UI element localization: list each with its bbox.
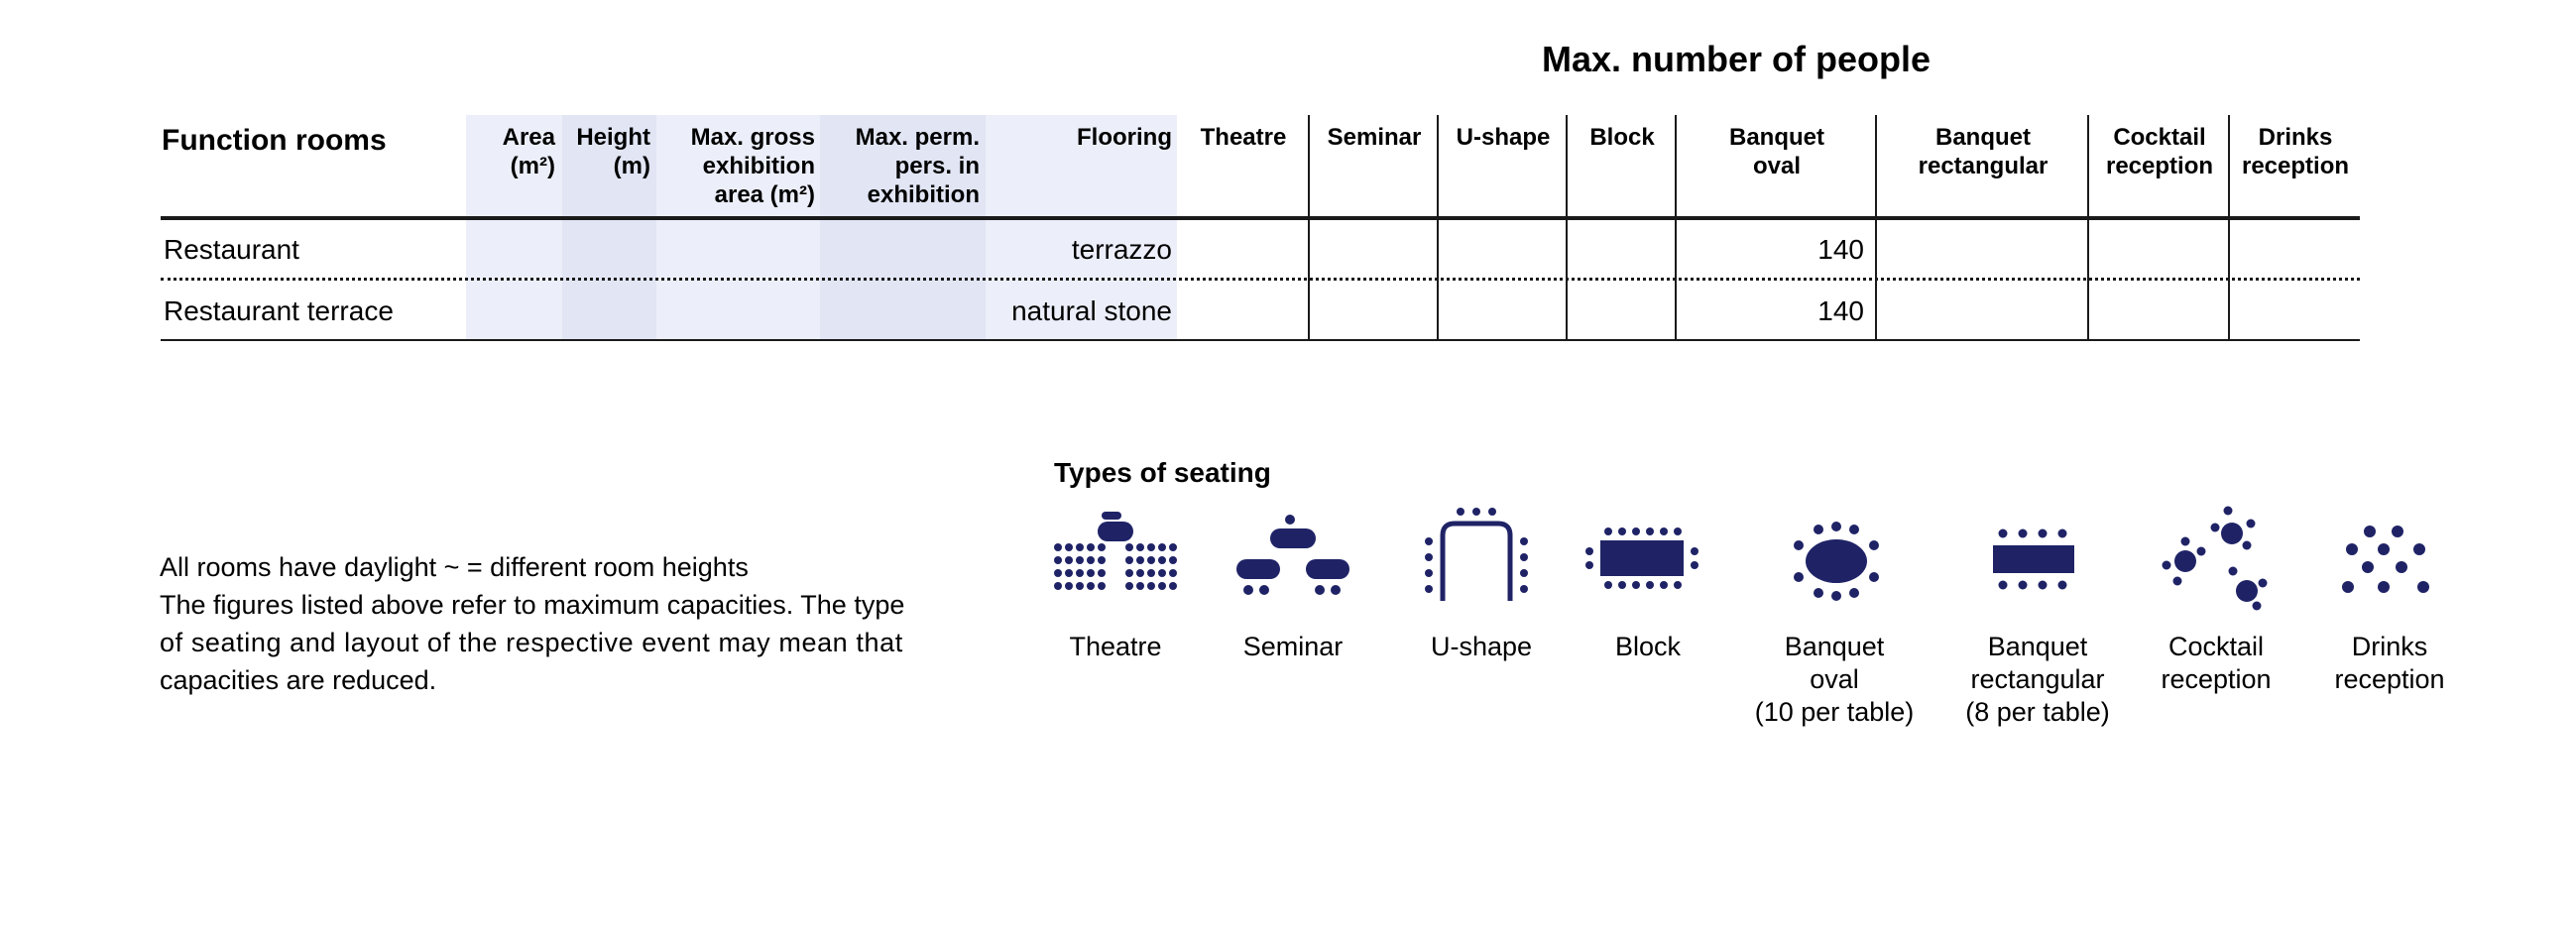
grid-line [1875, 115, 1877, 341]
block-label: Block [1614, 632, 1682, 661]
note-line: The figures listed above refer to maximum capacities. The type [160, 590, 905, 620]
max-perm-header: Max. perm. pers. in exhibition [855, 124, 980, 208]
ushape-header: U-shape [1456, 124, 1551, 151]
drinks-reception-icon [2340, 524, 2435, 597]
height-header: Height (m) [576, 124, 650, 179]
banquet-oval-label: Banquet oval (10 per table) [1754, 632, 1915, 727]
banquet-rect-seating-icon [1991, 527, 2076, 591]
table-row-flooring: natural stone [1011, 295, 1172, 326]
row-divider [161, 278, 2360, 281]
function-rooms-header: Function rooms [162, 124, 387, 157]
grid-line [2087, 115, 2089, 341]
drinks-label: Drinks reception [2334, 632, 2445, 694]
banquet-rect-header: Banquet rectangular [1918, 124, 2049, 179]
grid-line [1675, 115, 1677, 341]
block-seating-icon [1584, 526, 1699, 591]
note-line: All rooms have daylight ~ = different room heights [160, 552, 749, 582]
flooring-header: Flooring [1077, 124, 1172, 151]
table-row-banquet-oval: 140 [1817, 234, 1864, 265]
grid-line [1308, 115, 1310, 341]
area-header: Area (m²) [502, 124, 555, 179]
notes [160, 548, 953, 699]
banquet-oval-seating-icon [1785, 522, 1888, 601]
table-bottom-rule [161, 339, 2360, 341]
seminar-label: Seminar [1242, 632, 1344, 661]
drinks-header: Drinks reception [2241, 124, 2350, 179]
u-shape-seating-icon [1423, 506, 1532, 605]
grid-line [1437, 115, 1439, 341]
cocktail-reception-icon [2158, 504, 2273, 613]
seminar-seating-icon [1234, 514, 1351, 599]
grid-line [2228, 115, 2230, 341]
banquet-oval-header: Banquet oval [1729, 124, 1824, 179]
theatre-header: Theatre [1200, 124, 1287, 151]
table-row-room: Restaurant terrace [164, 295, 394, 326]
table-row-flooring: terrazzo [1071, 234, 1172, 265]
header-rule [161, 216, 2360, 220]
max-gross-header: Max. gross exhibition area (m²) [690, 124, 815, 208]
table-row-room: Restaurant [164, 234, 299, 265]
theatre-label: Theatre [1069, 632, 1162, 661]
block-header: Block [1589, 124, 1655, 151]
banquet-rect-label: Banquet rectangular (8 per table) [1965, 632, 2110, 727]
grid-line [1566, 115, 1568, 341]
u-shape-label: U-shape [1430, 632, 1533, 661]
note-line: of seating and layout of the respective event may mean that [160, 628, 903, 657]
cocktail-header: Cocktail reception [2105, 124, 2214, 179]
table-row-banquet-oval: 140 [1817, 295, 1864, 326]
seating-title: Types of seating [1054, 457, 1271, 488]
theatre-seating-icon [1052, 504, 1179, 607]
cocktail-label: Cocktail reception [2161, 632, 2272, 694]
page-title: Max. number of people [1542, 39, 1932, 79]
seminar-header: Seminar [1327, 124, 1422, 151]
note-line: capacities are reduced. [160, 665, 437, 695]
